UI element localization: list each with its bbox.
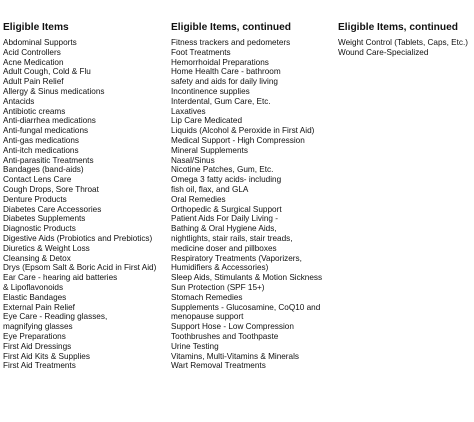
list-item: Interdental, Gum Care, Etc. (171, 96, 271, 106)
list-item: Diabetes Care Accessories (3, 204, 102, 214)
list-item: First Aid Kits & Supplies (3, 351, 90, 361)
list-item: Bathing & Oral Hygiene Aids, (171, 224, 277, 234)
list-item: Patient Aids For Daily Living - (171, 214, 278, 224)
column-header: Eligible Items, continued (171, 22, 292, 33)
column-header: Eligible Items (3, 22, 69, 33)
list-item: Bandages (band-aids) (3, 165, 84, 175)
item-list (3, 38, 163, 371)
list-item: Weight Control (Tablets, Caps, Etc.) (338, 38, 468, 47)
list-item: Digestive Aids (Probiotics and Prebiotics) (3, 233, 153, 243)
list-item: Diabetes Supplements (3, 214, 86, 224)
list-item: Medical Support - High Compression (171, 135, 305, 145)
list-item: Oral Remedies (171, 194, 226, 204)
list-item: & Lipoflavonoids (3, 282, 64, 292)
list-item: Diuretics & Weight Loss (3, 243, 90, 253)
list-item: Nicotine Patches, Gum, Etc. (171, 165, 274, 175)
list-item: Acne Medication (3, 57, 64, 67)
list-item: Antacids (3, 96, 35, 106)
list-item: Elastic Bandages (3, 292, 67, 302)
list-item: Adult Pain Relief (3, 77, 64, 87)
list-item: Hemorrhoidal Preparations (171, 57, 269, 67)
list-item: Mineral Supplements (171, 145, 248, 155)
list-item: menopause support (171, 312, 244, 322)
list-item: Urine Testing (171, 341, 219, 351)
list-item: Respiratory Treatments (Vaporizers, (171, 253, 302, 263)
list-item: Liquids (Alcohol & Peroxide in First Aid) (171, 126, 315, 136)
list-item: Toothbrushes and Toothpaste (171, 331, 279, 341)
list-item: Anti-parasitic Treatments (3, 155, 94, 165)
list-item: Incontinence supplies (171, 86, 250, 96)
list-item: Drys (Epsom Salt & Boric Acid in First Aid) (3, 263, 157, 273)
list-item: Eye Preparations (3, 331, 66, 341)
list-item: Nasal/Sinus (171, 155, 215, 165)
list-item: Foot Treatments (171, 47, 231, 57)
list-item: Allergy & Sinus medications (3, 86, 105, 96)
list-item: Diagnostic Products (3, 224, 76, 234)
list-item: Denture Products (3, 194, 67, 204)
list-item: Wound Care-Specialized (338, 47, 429, 57)
list-item: Wart Removal Treatments (171, 361, 266, 371)
item-list (338, 38, 474, 58)
list-item: First Aid Treatments (3, 361, 76, 371)
list-item: Support Hose - Low Compression (171, 322, 294, 332)
column-eligible-items-continued (171, 22, 331, 371)
list-item: Anti-gas medications (3, 135, 79, 145)
list-item: Orthopedic & Surgical Support (171, 204, 282, 214)
list-item: Omega 3 fatty acids- including (171, 175, 282, 185)
list-item: Humidifiers & Accessories) (171, 263, 269, 273)
list-item: Supplements - Glucosamine, CoQ10 and (171, 302, 321, 312)
list-item: Antibiotic creams (3, 106, 66, 116)
list-item: Sleep Aids, Stimulants & Motion Sickness (171, 273, 323, 283)
list-item: Fitness trackers and pedometers (171, 38, 291, 47)
list-item: Anti-diarrhea medications (3, 116, 96, 126)
list-item: medicine doser and pillboxes (171, 243, 277, 253)
list-item: Laxatives (171, 106, 206, 116)
list-item: External Pain Relief (3, 302, 75, 312)
list-item: Cleansing & Detox (3, 253, 71, 263)
item-list (171, 38, 331, 371)
list-item: Anti-fungal medications (3, 126, 89, 136)
list-item: safety and aids for daily living (171, 77, 278, 87)
list-item: fish oil, flax, and GLA (171, 184, 249, 194)
list-item: nightlights, stair rails, stair treads, (171, 233, 293, 243)
list-item: Sun Protection (SPF 15+) (171, 282, 265, 292)
column-eligible-items-continued-2 (338, 22, 474, 58)
list-item: Stomach Remedies (171, 292, 243, 302)
list-item: Cough Drops, Sore Throat (3, 184, 99, 194)
list-item: Adult Cough, Cold & Flu (3, 67, 91, 77)
list-item: Acid Controllers (3, 47, 61, 57)
list-item: Vitamins, Multi-Vitamins & Minerals (171, 351, 300, 361)
column-eligible-items (3, 22, 163, 371)
column-header: Eligible Items, continued (338, 22, 459, 33)
list-item: Eye Care - Reading glasses, (3, 312, 108, 322)
list-item: First Aid Dressings (3, 341, 72, 351)
list-item: Ear Care - hearing aid batteries (3, 273, 118, 283)
list-item: Lip Care Medicated (171, 116, 242, 126)
list-item: Abdominal Supports (3, 38, 77, 47)
list-item: Home Health Care - bathroom (171, 67, 281, 77)
list-item: Anti-itch medications (3, 145, 79, 155)
list-item: Contact Lens Care (3, 175, 72, 185)
list-item: magnifying glasses (3, 322, 73, 332)
